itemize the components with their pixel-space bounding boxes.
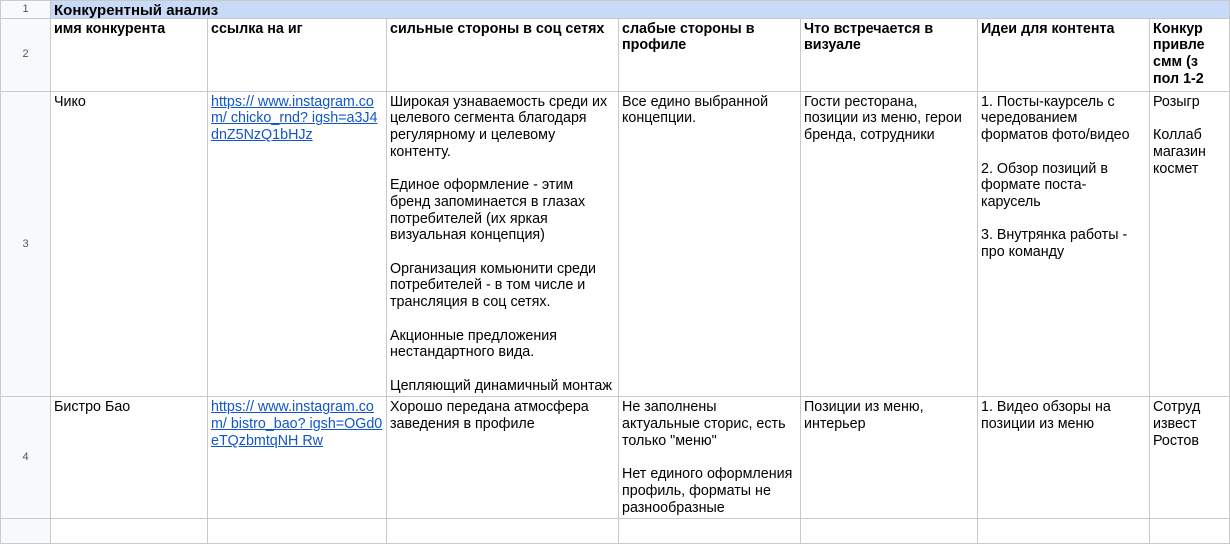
cell-empty[interactable]	[51, 519, 208, 544]
cell-empty[interactable]	[978, 519, 1150, 544]
sheet-title-cell[interactable]: Конкурентный анализ	[51, 1, 1230, 19]
instagram-link[interactable]: https:// www.instagram.com/ bistro_bao? igsh=OGd0eTQzbmtqNH Rw	[211, 399, 383, 449]
header-instagram-link[interactable]: ссылка на иг	[208, 18, 387, 91]
cell-empty[interactable]	[387, 519, 619, 544]
attraction-text: Розыгр	[1153, 93, 1200, 110]
row-header-3[interactable]: 3	[1, 91, 51, 397]
row-2-headers	[1, 18, 1230, 91]
cell-attraction[interactable]	[1150, 91, 1230, 397]
row-header-4[interactable]: 4	[1, 397, 51, 519]
cell-competitor-name[interactable]: Чико	[51, 91, 208, 397]
weakness-text: Не заполнены актуальные сторис, есть только "меню"	[622, 399, 786, 449]
idea-text: 1. Посты-каурсель с чередованием форматов фото/видео	[981, 93, 1130, 144]
header-visuals[interactable]: Что встречается в визуале	[801, 18, 978, 91]
row-header-2[interactable]: 2	[1, 18, 51, 91]
row-5-partial	[1, 519, 1230, 544]
weakness-text: Все едино выбранной концепции.	[622, 93, 769, 127]
cell-visuals[interactable]: Гости ресторана, позиции из меню, герои бренда, сотрудники	[801, 91, 978, 397]
cell-instagram-link[interactable]	[208, 397, 387, 519]
cell-attraction[interactable]	[1150, 397, 1230, 519]
attraction-text: Сотруд извест Ростов	[1153, 399, 1201, 449]
idea-text: 1. Видео обзоры на позиции из меню	[981, 399, 1111, 432]
header-content-ideas[interactable]: Идеи для контента	[978, 18, 1150, 91]
cell-weaknesses[interactable]	[619, 397, 801, 519]
row-4-bistro-bao	[1, 397, 1230, 519]
strength-text: Организация комьюнити среди потребителей - в том числе и трансляция в соц сетях.	[390, 260, 597, 311]
row-1	[1, 1, 1230, 19]
cell-empty[interactable]	[208, 519, 387, 544]
header-weaknesses[interactable]: слабые стороны в профиле	[619, 18, 801, 91]
cell-empty[interactable]	[619, 519, 801, 544]
cell-content-ideas[interactable]	[978, 397, 1150, 519]
header-competitor-name[interactable]: имя конкурента	[51, 18, 208, 91]
weakness-text: Нет единого оформления профиль, форматы не разнообразные	[622, 466, 793, 516]
row-header-5[interactable]	[1, 519, 51, 544]
row-header-1[interactable]: 1	[1, 1, 51, 19]
cell-strengths[interactable]	[387, 397, 619, 519]
cell-instagram-link[interactable]	[208, 91, 387, 397]
idea-text: 2. Обзор позиций в формате поста-карусель	[981, 160, 1108, 210]
cell-content-ideas[interactable]	[978, 91, 1150, 397]
cell-empty[interactable]	[1150, 519, 1230, 544]
row-3-chicko	[1, 91, 1230, 397]
cell-weaknesses[interactable]	[619, 91, 801, 397]
instagram-link[interactable]: https:// www.instagram.com/ chicko_rnd? igsh=a3J4dnZ5NzQ1bHJz	[211, 93, 378, 144]
strength-text: Хорошо передана атмосфера заведения в профиле	[390, 399, 589, 432]
strength-text: Акционные предложения нестандартного вида.	[390, 327, 558, 361]
header-strengths[interactable]: сильные стороны в соц сетях	[387, 18, 619, 91]
strength-text: Единое оформление - этим бренд запоминается в глазах потребителей (их яркая визуальная концепция)	[390, 177, 586, 244]
cell-competitor-name[interactable]: Бистро Бао	[51, 397, 208, 519]
cell-empty[interactable]	[801, 519, 978, 544]
cell-strengths[interactable]	[387, 91, 619, 397]
strength-text: Широкая узнаваемость среди их целевого сегмента благодаря регулярному и целевому контенту.	[390, 93, 608, 160]
cell-visuals[interactable]: Позиции из меню, интерьер	[801, 397, 978, 519]
header-attraction[interactable]: Конкур привле смм (з пол 1-2	[1150, 18, 1230, 91]
strength-text: Цепляющий динамичный монтаж	[390, 377, 612, 394]
idea-text: 3. Внутрянка работы - про команду	[981, 227, 1128, 260]
attraction-text: Коллаб магазин космет	[1153, 127, 1206, 177]
